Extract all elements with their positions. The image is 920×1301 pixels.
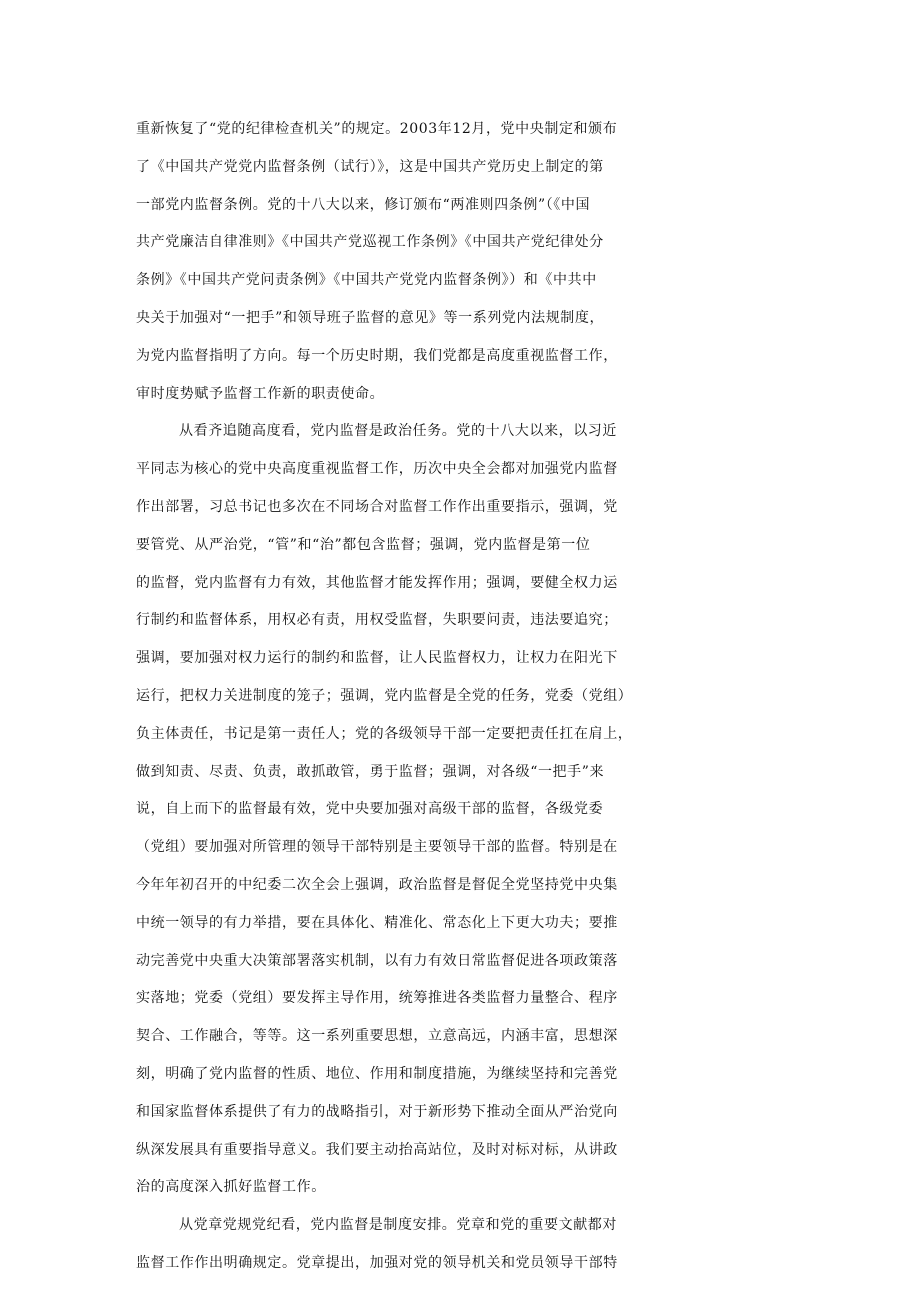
text-line: 要管党、从严治党，“管”和“治”都包含监督；强调，党内监督是第一位 (136, 536, 591, 553)
text-line: 运行，把权力关进制度的笼子；强调，党内监督是全党的任务，党委（党组） (136, 687, 633, 704)
text-line: （党组）要加强对所管理的领导干部特别是主要领导干部的监督。特别是在 (136, 839, 618, 856)
text-line: 实落地；党委（党组）要发挥主导作用，统筹推进各类监督力量整合、程序 (136, 990, 618, 1007)
text-line: 刻，明确了党内监督的性质、地位、作用和制度措施，为继续坚持和完善党 (136, 1065, 618, 1082)
text-line: 作出部署，习总书记也多次在不同场合对监督工作作出重要指示，强调，党 (136, 498, 618, 515)
text-line: 今年年初召开的中纪委二次全会上强调，政治监督是督促全党坚持党中央集 (136, 876, 618, 893)
text-line: 做到知责、尽责、负责，敢抓敢管，勇于监督；强调，对各级“一把手”来 (136, 763, 605, 780)
paragraph-first-line: 从党章党规党纪看，党内监督是制度安排。党章和党的重要文献都对 (179, 1217, 617, 1234)
text-line: 条例》《中国共产党问责条例》《中国共产党党内监督条例》）和《中共中 (136, 272, 597, 289)
text-line: 强调，要加强对权力运行的制约和监督，让人民监督权力，让权力在阳光下 (136, 650, 618, 667)
text-line: 了《中国共产党党内监督条例（试行）》，这是中国共产党历史上制定的第 (136, 158, 604, 175)
paragraph-first-line: 从看齐追随高度看，党内监督是政治任务。党的十八大以来，以习近 (179, 423, 617, 440)
text-line: 行制约和监督体系，用权必有责，用权受监督，失职要问责，违法要追究； (136, 612, 618, 629)
text-line: 纵深发展具有重要指导意义。我们要主动抬高站位，及时对标对标，从讲政 (136, 1141, 618, 1158)
text-line: 一部党内监督条例。党的十八大以来，修订颁布“两准则四条例”（《中国 (136, 196, 591, 213)
text-line: 的监督，党内监督有力有效，其他监督才能发挥作用；强调，要健全权力运 (136, 574, 618, 591)
text-line: 负主体责任，书记是第一责任人；党的各级领导干部一定要把责任扛在肩上， (136, 725, 633, 742)
document-body (136, 111, 796, 1283)
text-line: 共产党廉洁自律准则》《中国共产党巡视工作条例》《中国共产党纪律处分 (136, 234, 604, 251)
text-line: 和国家监督体系提供了有力的战略指引，对于新形势下推动全面从严治党向 (136, 1103, 618, 1120)
text-line: 治的高度深入抓好监督工作。 (136, 1179, 326, 1196)
text-line: 为党内监督指明了方向。每一个历史时期，我们党都是高度重视监督工作， (136, 347, 618, 364)
text-line: 契合、工作融合，等等。这一系列重要思想，立意高远，内涵丰富，思想深 (136, 1028, 618, 1045)
text-line: 说，自上而下的监督最有效，党中央要加强对高级干部的监督，各级党委 (136, 801, 604, 818)
text-line: 监督工作作出明确规定。党章提出，加强对党的领导机关和党员领导干部特 (136, 1254, 618, 1271)
text-line: 中统一领导的有力举措，要在具体化、精准化、常态化上下更大功夫；要推 (136, 914, 618, 931)
text-line: 央关于加强对“一把手”和领导班子监督的意见》等一系列党内法规制度， (136, 309, 605, 326)
text-line: 审时度势赋予监督工作新的职责使命。 (136, 385, 385, 402)
text-line: 动完善党中央重大决策部署落实机制，以有力有效日常监督促进各项政策落 (136, 952, 618, 969)
text-line: 平同志为核心的党中央高度重视监督工作，历次中央全会都对加强党内监督 (136, 461, 618, 478)
text-line: 重新恢复了“党的纪律检查机关”的规定。2003年12月，党中央制定和颁布 (136, 121, 618, 137)
